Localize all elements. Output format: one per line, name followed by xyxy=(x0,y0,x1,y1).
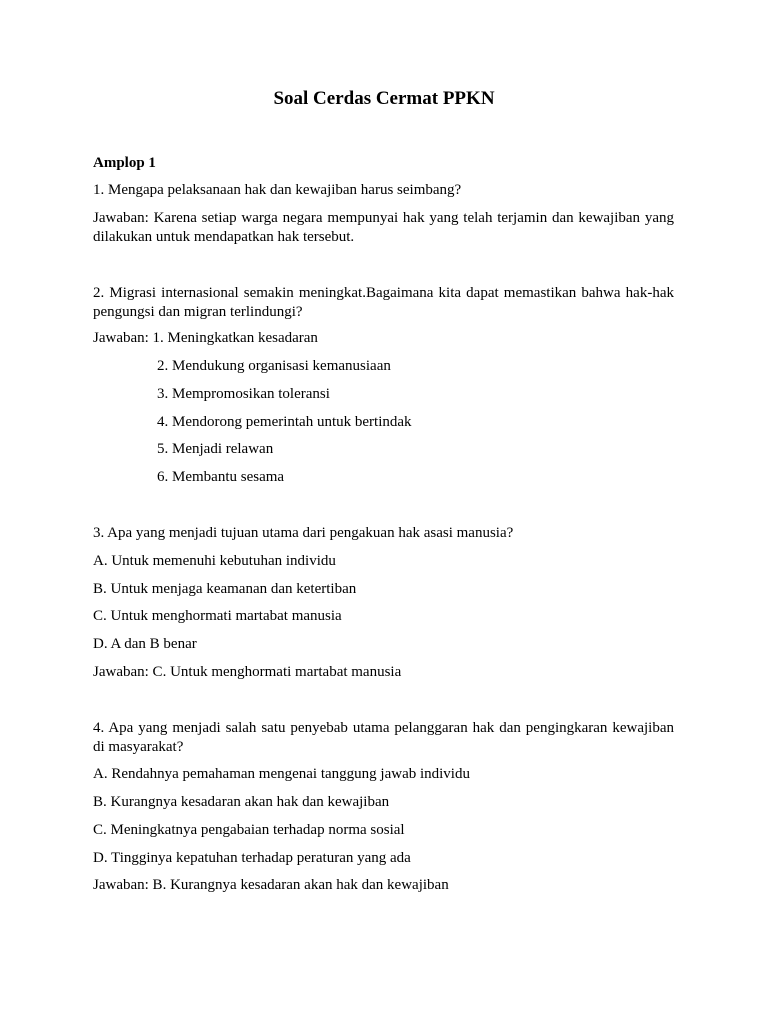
option-3b: B. Untuk menjaga keamanan dan ketertiban xyxy=(93,581,357,597)
option-3d: D. A dan B benar xyxy=(93,636,197,652)
section-heading: Amplop 1 xyxy=(93,155,156,171)
answer-2-item: 5. Menjadi relawan xyxy=(157,441,274,457)
question-1: 1. Mengapa pelaksanaan hak dan kewajiban harus seimbang? xyxy=(93,182,462,198)
question-2: 2. Migrasi internasional semakin meningkat.Bagaimana kita dapat memastikan bahwa hak-hak pengungsi dan migran terlindungi? xyxy=(93,285,674,320)
option-3a: A. Untuk memenuhi kebutuhan individu xyxy=(93,553,336,569)
option-4a: A. Rendahnya pemahaman mengenai tanggung jawab individu xyxy=(93,766,470,782)
answer-1: Jawaban: Karena setiap warga negara mempunyai hak yang telah terjamin dan kewajiban yang dilakukan untuk mendapatkan hak tersebut. xyxy=(93,210,674,245)
option-4d: D. Tingginya kepatuhan terhadap peraturan yang ada xyxy=(93,850,411,866)
option-3c: C. Untuk menghormati martabat manusia xyxy=(93,608,342,624)
question-3: 3. Apa yang menjadi tujuan utama dari pengakuan hak asasi manusia? xyxy=(93,525,514,541)
answer-2-item: 2. Mendukung organisasi kemanusiaan xyxy=(157,358,391,374)
answer-2-item: 4. Mendorong pemerintah untuk bertindak xyxy=(157,414,412,430)
answer-2-first: Jawaban: 1. Meningkatkan kesadaran xyxy=(93,330,318,346)
answer-3: Jawaban: C. Untuk menghormati martabat manusia xyxy=(93,664,402,680)
answer-2-item: 6. Membantu sesama xyxy=(157,469,285,485)
answer-4: Jawaban: B. Kurangnya kesadaran akan hak dan kewajiban xyxy=(93,877,449,893)
answer-2-item: 3. Mempromosikan toleransi xyxy=(157,386,330,402)
document-title: Soal Cerdas Cermat PPKN xyxy=(273,88,495,109)
question-4: 4. Apa yang menjadi salah satu penyebab utama pelanggaran hak dan pengingkaran kewajiban di masyarakat? xyxy=(93,720,674,755)
option-4b: B. Kurangnya kesadaran akan hak dan kewajiban xyxy=(93,794,390,810)
option-4c: C. Meningkatnya pengabaian terhadap norma sosial xyxy=(93,822,405,838)
